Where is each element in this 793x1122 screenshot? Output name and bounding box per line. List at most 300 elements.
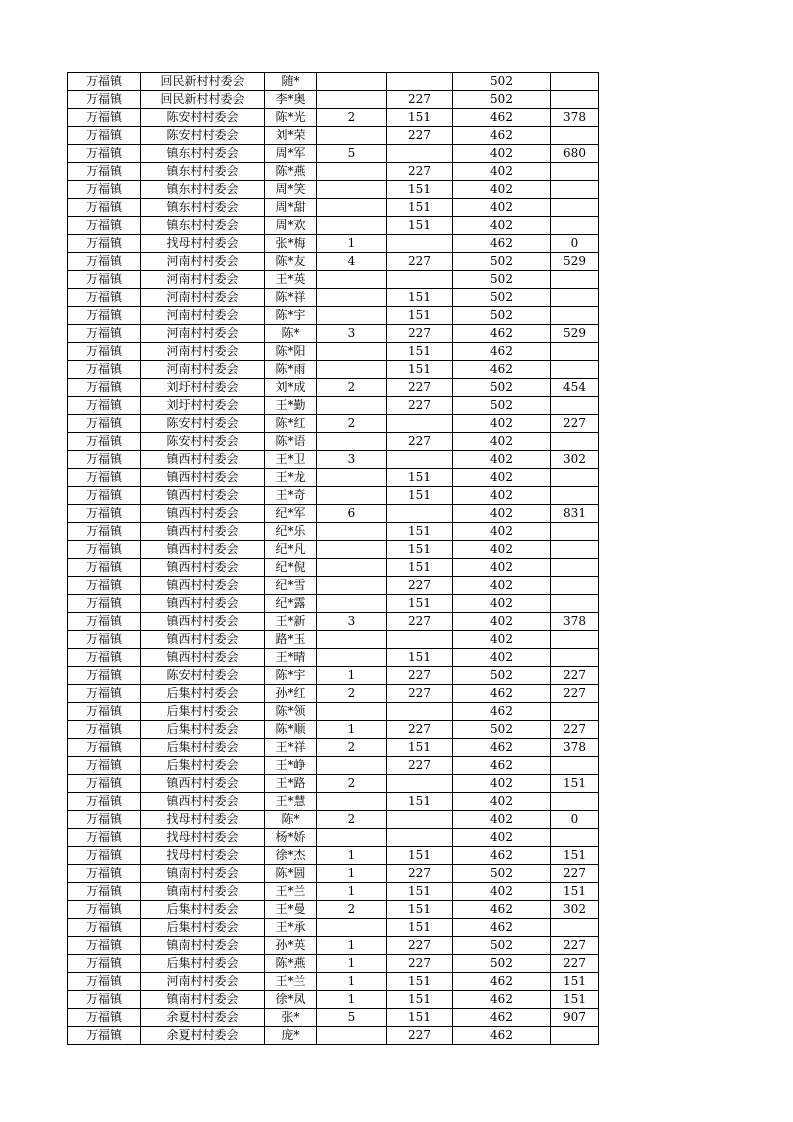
amount-a-cell: 227 (387, 433, 453, 451)
amount-a-cell: 151 (387, 901, 453, 919)
amount-a-cell (387, 235, 453, 253)
town-cell: 万福镇 (68, 343, 141, 361)
town-cell: 万福镇 (68, 829, 141, 847)
amount-b-cell: 402 (453, 829, 551, 847)
amount-a-cell: 227 (387, 1027, 453, 1045)
town-cell: 万福镇 (68, 919, 141, 937)
village-committee-cell: 后集村村委会 (141, 919, 265, 937)
household-size-cell (317, 433, 387, 451)
total-cell: 227 (551, 415, 599, 433)
person-name-cell: 王*兰 (265, 973, 317, 991)
amount-a-cell: 151 (387, 541, 453, 559)
household-size-cell (317, 397, 387, 415)
table-row (68, 577, 599, 595)
village-committee-cell: 余夏村村委会 (141, 1027, 265, 1045)
amount-a-cell: 151 (387, 487, 453, 505)
amount-b-cell: 502 (453, 379, 551, 397)
village-committee-cell: 镇西村村委会 (141, 577, 265, 595)
amount-b-cell: 462 (453, 1027, 551, 1045)
amount-a-cell: 151 (387, 991, 453, 1009)
person-name-cell: 王*晴 (265, 649, 317, 667)
amount-a-cell (387, 73, 453, 91)
amount-a-cell: 227 (387, 613, 453, 631)
amount-a-cell: 227 (387, 127, 453, 145)
table-row (68, 271, 599, 289)
amount-a-cell: 151 (387, 199, 453, 217)
person-name-cell: 周*笑 (265, 181, 317, 199)
household-size-cell (317, 73, 387, 91)
household-size-cell (317, 469, 387, 487)
village-committee-cell: 后集村村委会 (141, 901, 265, 919)
household-size-cell (317, 757, 387, 775)
household-size-cell: 1 (317, 667, 387, 685)
household-size-cell: 4 (317, 253, 387, 271)
village-committee-cell: 回民新村村委会 (141, 91, 265, 109)
total-cell (551, 631, 599, 649)
amount-b-cell: 502 (453, 73, 551, 91)
household-size-cell: 3 (317, 613, 387, 631)
amount-b-cell: 462 (453, 127, 551, 145)
village-committee-cell: 镇西村村委会 (141, 541, 265, 559)
amount-a-cell (387, 451, 453, 469)
total-cell (551, 289, 599, 307)
village-committee-cell: 河南村村委会 (141, 973, 265, 991)
amount-b-cell: 502 (453, 865, 551, 883)
amount-a-cell: 151 (387, 289, 453, 307)
town-cell: 万福镇 (68, 757, 141, 775)
amount-a-cell: 151 (387, 595, 453, 613)
household-size-cell (317, 217, 387, 235)
household-size-cell: 1 (317, 235, 387, 253)
amount-b-cell: 402 (453, 631, 551, 649)
village-committee-cell: 镇西村村委会 (141, 523, 265, 541)
table-row (68, 289, 599, 307)
table-row (68, 901, 599, 919)
town-cell: 万福镇 (68, 145, 141, 163)
amount-a-cell: 151 (387, 1009, 453, 1027)
data-table (67, 72, 599, 1045)
town-cell: 万福镇 (68, 1009, 141, 1027)
household-size-cell (317, 271, 387, 289)
person-name-cell: 孙*英 (265, 937, 317, 955)
amount-b-cell: 402 (453, 217, 551, 235)
total-cell: 227 (551, 685, 599, 703)
amount-b-cell: 462 (453, 739, 551, 757)
town-cell: 万福镇 (68, 937, 141, 955)
total-cell (551, 91, 599, 109)
table-row (68, 379, 599, 397)
household-size-cell: 5 (317, 1009, 387, 1027)
amount-a-cell: 227 (387, 955, 453, 973)
household-size-cell (317, 829, 387, 847)
town-cell: 万福镇 (68, 523, 141, 541)
amount-a-cell (387, 145, 453, 163)
amount-b-cell: 402 (453, 199, 551, 217)
amount-b-cell: 402 (453, 523, 551, 541)
person-name-cell: 陈*祥 (265, 289, 317, 307)
total-cell: 454 (551, 379, 599, 397)
village-committee-cell: 找母村村委会 (141, 235, 265, 253)
household-size-cell: 2 (317, 379, 387, 397)
total-cell: 907 (551, 1009, 599, 1027)
total-cell (551, 559, 599, 577)
amount-a-cell: 227 (387, 163, 453, 181)
table-row (68, 685, 599, 703)
village-committee-cell: 后集村村委会 (141, 757, 265, 775)
table-row (68, 163, 599, 181)
town-cell: 万福镇 (68, 685, 141, 703)
total-cell (551, 343, 599, 361)
household-size-cell (317, 1027, 387, 1045)
person-name-cell: 陈*红 (265, 415, 317, 433)
household-size-cell: 2 (317, 415, 387, 433)
total-cell (551, 577, 599, 595)
town-cell: 万福镇 (68, 451, 141, 469)
household-size-cell (317, 91, 387, 109)
village-committee-cell: 陈安村村委会 (141, 433, 265, 451)
amount-a-cell (387, 829, 453, 847)
person-name-cell: 陈*雨 (265, 361, 317, 379)
household-size-cell (317, 793, 387, 811)
table-row (68, 109, 599, 127)
person-name-cell: 纪*凡 (265, 541, 317, 559)
amount-a-cell: 151 (387, 181, 453, 199)
total-cell (551, 595, 599, 613)
table-row (68, 361, 599, 379)
table-row (68, 343, 599, 361)
town-cell: 万福镇 (68, 703, 141, 721)
household-size-cell (317, 289, 387, 307)
person-name-cell: 庞* (265, 1027, 317, 1045)
total-cell (551, 127, 599, 145)
household-size-cell (317, 595, 387, 613)
amount-b-cell: 462 (453, 1009, 551, 1027)
person-name-cell: 周*军 (265, 145, 317, 163)
town-cell: 万福镇 (68, 505, 141, 523)
total-cell (551, 793, 599, 811)
household-size-cell (317, 559, 387, 577)
amount-b-cell: 462 (453, 343, 551, 361)
town-cell: 万福镇 (68, 325, 141, 343)
town-cell: 万福镇 (68, 721, 141, 739)
household-size-cell: 1 (317, 991, 387, 1009)
total-cell (551, 181, 599, 199)
total-cell: 151 (551, 775, 599, 793)
amount-b-cell: 462 (453, 973, 551, 991)
town-cell: 万福镇 (68, 73, 141, 91)
person-name-cell: 纪*军 (265, 505, 317, 523)
amount-b-cell: 402 (453, 415, 551, 433)
amount-a-cell: 227 (387, 91, 453, 109)
household-size-cell: 1 (317, 865, 387, 883)
table-row (68, 235, 599, 253)
total-cell (551, 703, 599, 721)
household-size-cell: 1 (317, 847, 387, 865)
amount-b-cell: 402 (453, 433, 551, 451)
amount-a-cell: 151 (387, 973, 453, 991)
total-cell: 151 (551, 991, 599, 1009)
amount-b-cell: 502 (453, 271, 551, 289)
village-committee-cell: 镇东村村委会 (141, 145, 265, 163)
total-cell (551, 199, 599, 217)
town-cell: 万福镇 (68, 847, 141, 865)
town-cell: 万福镇 (68, 883, 141, 901)
person-name-cell: 陈*燕 (265, 163, 317, 181)
person-name-cell: 张* (265, 1009, 317, 1027)
household-size-cell (317, 307, 387, 325)
town-cell: 万福镇 (68, 127, 141, 145)
village-committee-cell: 找母村村委会 (141, 847, 265, 865)
person-name-cell: 陈*顺 (265, 721, 317, 739)
person-name-cell: 王*路 (265, 775, 317, 793)
household-size-cell (317, 199, 387, 217)
village-committee-cell: 刘圩村村委会 (141, 397, 265, 415)
village-committee-cell: 后集村村委会 (141, 721, 265, 739)
person-name-cell: 陈*光 (265, 109, 317, 127)
town-cell: 万福镇 (68, 361, 141, 379)
table-row (68, 775, 599, 793)
table-row (68, 847, 599, 865)
total-cell: 378 (551, 739, 599, 757)
person-name-cell: 王*峥 (265, 757, 317, 775)
amount-b-cell: 502 (453, 289, 551, 307)
amount-a-cell: 227 (387, 667, 453, 685)
total-cell (551, 271, 599, 289)
town-cell: 万福镇 (68, 775, 141, 793)
table-row (68, 757, 599, 775)
amount-b-cell: 402 (453, 163, 551, 181)
amount-a-cell: 227 (387, 379, 453, 397)
town-cell: 万福镇 (68, 991, 141, 1009)
amount-b-cell: 462 (453, 919, 551, 937)
person-name-cell: 纪*雪 (265, 577, 317, 595)
household-size-cell: 1 (317, 937, 387, 955)
amount-b-cell: 502 (453, 721, 551, 739)
table-row (68, 613, 599, 631)
person-name-cell: 王*承 (265, 919, 317, 937)
table-row (68, 541, 599, 559)
village-committee-cell: 镇南村村委会 (141, 991, 265, 1009)
town-cell: 万福镇 (68, 793, 141, 811)
table-row (68, 883, 599, 901)
person-name-cell: 周*甜 (265, 199, 317, 217)
amount-a-cell (387, 271, 453, 289)
village-committee-cell: 陈安村村委会 (141, 415, 265, 433)
amount-b-cell: 462 (453, 847, 551, 865)
person-name-cell: 陈* (265, 325, 317, 343)
amount-b-cell: 462 (453, 991, 551, 1009)
town-cell: 万福镇 (68, 739, 141, 757)
person-name-cell: 陈*宇 (265, 667, 317, 685)
amount-b-cell: 462 (453, 109, 551, 127)
household-size-cell (317, 487, 387, 505)
household-size-cell: 2 (317, 811, 387, 829)
table-row (68, 739, 599, 757)
village-committee-cell: 河南村村委会 (141, 325, 265, 343)
household-size-cell: 3 (317, 325, 387, 343)
town-cell: 万福镇 (68, 415, 141, 433)
person-name-cell: 徐*杰 (265, 847, 317, 865)
town-cell: 万福镇 (68, 109, 141, 127)
village-committee-cell: 找母村村委会 (141, 829, 265, 847)
amount-b-cell: 402 (453, 577, 551, 595)
amount-b-cell: 402 (453, 145, 551, 163)
amount-a-cell (387, 775, 453, 793)
table-row (68, 865, 599, 883)
amount-a-cell: 151 (387, 793, 453, 811)
town-cell: 万福镇 (68, 271, 141, 289)
amount-a-cell: 227 (387, 685, 453, 703)
total-cell (551, 433, 599, 451)
amount-b-cell: 462 (453, 757, 551, 775)
person-name-cell: 纪*乐 (265, 523, 317, 541)
table-row (68, 991, 599, 1009)
amount-b-cell: 402 (453, 469, 551, 487)
total-cell (551, 523, 599, 541)
town-cell: 万福镇 (68, 235, 141, 253)
household-size-cell: 2 (317, 685, 387, 703)
amount-b-cell: 402 (453, 181, 551, 199)
village-committee-cell: 镇东村村委会 (141, 181, 265, 199)
total-cell (551, 1027, 599, 1045)
total-cell (551, 541, 599, 559)
town-cell: 万福镇 (68, 667, 141, 685)
table-row (68, 667, 599, 685)
amount-a-cell: 151 (387, 361, 453, 379)
amount-a-cell: 151 (387, 649, 453, 667)
person-name-cell: 王*新 (265, 613, 317, 631)
table-row (68, 433, 599, 451)
person-name-cell: 陈*宇 (265, 307, 317, 325)
total-cell: 151 (551, 847, 599, 865)
person-name-cell: 王*祥 (265, 739, 317, 757)
village-committee-cell: 回民新村村委会 (141, 73, 265, 91)
village-committee-cell: 镇西村村委会 (141, 487, 265, 505)
total-cell: 302 (551, 901, 599, 919)
person-name-cell: 李*奥 (265, 91, 317, 109)
total-cell: 227 (551, 865, 599, 883)
town-cell: 万福镇 (68, 469, 141, 487)
household-size-cell: 1 (317, 973, 387, 991)
household-size-cell: 2 (317, 775, 387, 793)
person-name-cell: 王*勤 (265, 397, 317, 415)
amount-a-cell (387, 505, 453, 523)
total-cell (551, 397, 599, 415)
village-committee-cell: 镇西村村委会 (141, 505, 265, 523)
amount-a-cell: 227 (387, 253, 453, 271)
amount-a-cell (387, 415, 453, 433)
table-row (68, 523, 599, 541)
household-size-cell (317, 541, 387, 559)
table-row (68, 811, 599, 829)
amount-b-cell: 502 (453, 91, 551, 109)
table-row (68, 217, 599, 235)
household-size-cell (317, 703, 387, 721)
village-committee-cell: 镇西村村委会 (141, 631, 265, 649)
household-size-cell (317, 127, 387, 145)
table-row (68, 919, 599, 937)
table-row (68, 1027, 599, 1045)
household-size-cell: 1 (317, 955, 387, 973)
table-row (68, 253, 599, 271)
table-row (68, 631, 599, 649)
household-size-cell: 6 (317, 505, 387, 523)
village-committee-cell: 镇西村村委会 (141, 595, 265, 613)
total-cell: 831 (551, 505, 599, 523)
town-cell: 万福镇 (68, 901, 141, 919)
total-cell: 302 (551, 451, 599, 469)
town-cell: 万福镇 (68, 181, 141, 199)
village-committee-cell: 陈安村村委会 (141, 109, 265, 127)
table-row (68, 199, 599, 217)
person-name-cell: 周*欢 (265, 217, 317, 235)
table-row (68, 559, 599, 577)
person-name-cell: 陈*阳 (265, 343, 317, 361)
amount-a-cell: 151 (387, 847, 453, 865)
table-row (68, 181, 599, 199)
village-committee-cell: 镇东村村委会 (141, 217, 265, 235)
amount-b-cell: 402 (453, 883, 551, 901)
table-row (68, 595, 599, 613)
village-committee-cell: 镇西村村委会 (141, 775, 265, 793)
amount-a-cell: 151 (387, 217, 453, 235)
person-name-cell: 陈*友 (265, 253, 317, 271)
village-committee-cell: 河南村村委会 (141, 343, 265, 361)
amount-a-cell: 151 (387, 919, 453, 937)
town-cell: 万福镇 (68, 649, 141, 667)
amount-a-cell (387, 811, 453, 829)
table-row (68, 829, 599, 847)
amount-b-cell: 462 (453, 685, 551, 703)
table-row (68, 505, 599, 523)
village-committee-cell: 河南村村委会 (141, 307, 265, 325)
town-cell: 万福镇 (68, 487, 141, 505)
person-name-cell: 王*龙 (265, 469, 317, 487)
village-committee-cell: 刘圩村村委会 (141, 379, 265, 397)
person-name-cell: 随* (265, 73, 317, 91)
person-name-cell: 陈*燕 (265, 955, 317, 973)
amount-a-cell: 227 (387, 937, 453, 955)
town-cell: 万福镇 (68, 307, 141, 325)
total-cell (551, 469, 599, 487)
amount-a-cell: 151 (387, 559, 453, 577)
household-size-cell (317, 361, 387, 379)
total-cell (551, 163, 599, 181)
village-committee-cell: 河南村村委会 (141, 289, 265, 307)
total-cell: 529 (551, 325, 599, 343)
village-committee-cell: 河南村村委会 (141, 271, 265, 289)
village-committee-cell: 镇东村村委会 (141, 163, 265, 181)
amount-b-cell: 402 (453, 541, 551, 559)
amount-a-cell: 227 (387, 397, 453, 415)
village-committee-cell: 找母村村委会 (141, 811, 265, 829)
amount-b-cell: 502 (453, 307, 551, 325)
table-row (68, 649, 599, 667)
household-size-cell: 1 (317, 883, 387, 901)
table-row (68, 955, 599, 973)
village-committee-cell: 陈安村村委会 (141, 127, 265, 145)
total-cell (551, 361, 599, 379)
village-committee-cell: 河南村村委会 (141, 253, 265, 271)
village-committee-cell: 镇南村村委会 (141, 883, 265, 901)
total-cell (551, 649, 599, 667)
total-cell: 680 (551, 145, 599, 163)
town-cell: 万福镇 (68, 541, 141, 559)
village-committee-cell: 镇东村村委会 (141, 199, 265, 217)
amount-a-cell: 227 (387, 325, 453, 343)
amount-b-cell: 402 (453, 649, 551, 667)
household-size-cell: 2 (317, 901, 387, 919)
